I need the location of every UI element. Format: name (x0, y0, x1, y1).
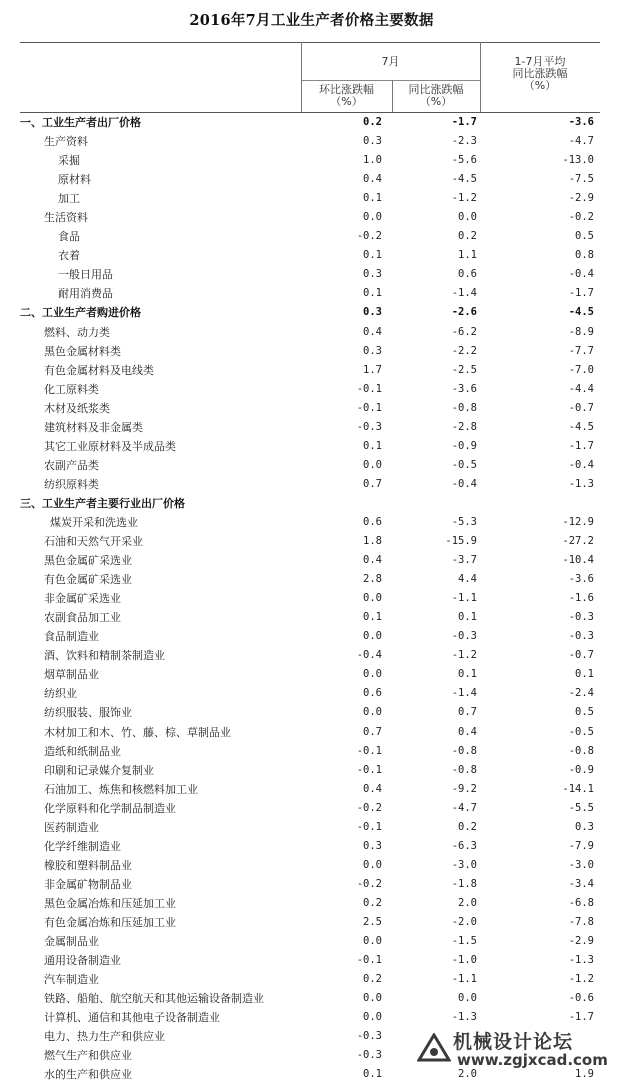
watermark-url: www.zgjxcad.com (457, 1051, 608, 1069)
table-row (20, 723, 600, 742)
mom-value: 0.0 (363, 706, 382, 719)
row-label: 煤炭开采和洗选业 (50, 515, 138, 529)
ytd-value: -2.9 (568, 935, 594, 948)
ytd-value: 0.3 (575, 820, 594, 833)
watermark (417, 1027, 617, 1071)
yoy-value: -15.9 (445, 535, 477, 548)
yoy-value: -1.0 (451, 954, 477, 967)
table-row (20, 170, 600, 189)
mom-value: 0.4 (363, 554, 382, 567)
row-label: 建筑材料及非金属类 (44, 420, 143, 434)
yoy-value: -2.5 (451, 363, 477, 376)
yoy-value: -1.4 (451, 287, 477, 300)
data-table-body (20, 113, 600, 1084)
table-row (20, 742, 600, 761)
yoy-value: -1.4 (451, 687, 477, 700)
table-row (20, 684, 600, 703)
yoy-value: -2.2 (451, 344, 477, 357)
yoy-value: 0.2 (458, 820, 477, 833)
row-label: 化工原料类 (44, 382, 99, 396)
mom-value: 0.3 (363, 306, 382, 319)
row-label: 金属制品业 (44, 935, 99, 949)
row-label: 化学原料和化学制品制造业 (44, 801, 176, 815)
row-label: 纺织业 (44, 687, 77, 701)
header-ytd-unit: （%） (523, 79, 557, 92)
mom-value: 0.3 (363, 268, 382, 281)
table-row (20, 475, 600, 494)
mom-value: 1.7 (363, 363, 382, 376)
row-label: 生产资料 (44, 135, 88, 149)
row-label: 原材料 (58, 173, 91, 187)
header-mom-label: 环比涨跌幅 (319, 83, 374, 96)
row-label: 造纸和纸制品业 (44, 744, 121, 758)
mom-value: 0.4 (363, 325, 382, 338)
yoy-value: -2.0 (451, 915, 477, 928)
table-row (20, 665, 600, 684)
table-row (20, 342, 600, 361)
ytd-value: 0.5 (575, 706, 594, 719)
table-row (20, 113, 600, 132)
yoy-value: -0.8 (451, 763, 477, 776)
ytd-value: -7.9 (568, 839, 594, 852)
row-label: 非金属矿物制品业 (44, 877, 132, 891)
ytd-value: -10.4 (562, 554, 594, 567)
table-row (20, 323, 600, 342)
table-row (20, 913, 600, 932)
ytd-value: 1.9 (575, 1068, 594, 1081)
mom-value: 1.8 (363, 535, 382, 548)
row-label: 木材加工和木、竹、藤、棕、草制品业 (44, 725, 231, 739)
yoy-value: -1.5 (451, 935, 477, 948)
ytd-value: -0.6 (568, 992, 594, 1005)
yoy-value: -1.2 (451, 192, 477, 205)
mom-value: -0.2 (356, 877, 382, 890)
mom-value: 0.0 (363, 935, 382, 948)
table-row (20, 703, 600, 722)
ytd-value: -3.6 (568, 116, 594, 128)
mom-value: 1.0 (363, 154, 382, 167)
watermark-text: 机械设计论坛 (453, 1031, 574, 1053)
row-label: 通用设备制造业 (44, 954, 121, 968)
mom-value: 0.6 (363, 687, 382, 700)
mom-value: 0.1 (363, 192, 382, 205)
mom-value: 0.0 (363, 630, 382, 643)
ytd-value: -1.7 (568, 439, 594, 452)
mom-value: 0.2 (363, 973, 382, 986)
ytd-value: -1.3 (568, 954, 594, 967)
mom-value: -0.4 (356, 649, 382, 662)
yoy-value: -3.7 (451, 554, 477, 567)
ytd-value: -27.2 (562, 535, 594, 548)
header-ytd-line1: 1-7月平均 (514, 55, 566, 68)
yoy-value: 0.1 (458, 611, 477, 624)
ytd-value: -1.3 (568, 477, 594, 490)
mom-value: 0.1 (363, 1068, 382, 1081)
ytd-value: 0.8 (575, 249, 594, 262)
page-title: 2016年7月工业生产者价格主要数据 (189, 12, 434, 29)
yoy-value: 0.7 (458, 706, 477, 719)
ytd-value: -1.6 (568, 592, 594, 605)
mom-value: 0.7 (363, 725, 382, 738)
row-label: 印刷和记录媒介复制业 (44, 763, 154, 777)
yoy-value: -0.4 (451, 477, 477, 490)
row-label: 二、工业生产者购进价格 (20, 306, 141, 320)
yoy-value: -0.3 (451, 630, 477, 643)
table-row (20, 1008, 600, 1027)
ytd-value: -7.5 (568, 173, 594, 186)
ytd-value: -4.7 (568, 135, 594, 148)
ytd-value: -13.0 (562, 154, 594, 167)
mom-value: 0.3 (363, 135, 382, 148)
table-row (20, 780, 600, 799)
ytd-value: -7.7 (568, 344, 594, 357)
ytd-value: 0.5 (575, 230, 594, 243)
yoy-value: -0.8 (451, 744, 477, 757)
ytd-value: -0.4 (568, 268, 594, 281)
row-label: 一、工业生产者出厂价格 (20, 116, 141, 129)
yoy-value: -1.7 (451, 116, 477, 128)
row-label: 燃料、动力类 (44, 325, 110, 339)
ytd-value: -3.6 (568, 573, 594, 586)
ytd-value: -7.8 (568, 915, 594, 928)
row-label: 有色金属材料及电线类 (44, 363, 154, 377)
mom-value: 0.0 (363, 592, 382, 605)
header-ytd-line2: 同比涨跌幅 (512, 67, 568, 80)
row-label: 黑色金属材料类 (44, 344, 121, 358)
table-row (20, 227, 600, 246)
yoy-value: -1.2 (451, 649, 477, 662)
row-label: 农副食品加工业 (44, 611, 121, 625)
ytd-value: -0.2 (568, 211, 594, 224)
ytd-value: -5.5 (568, 801, 594, 814)
mom-value: -0.3 (356, 1030, 382, 1043)
ytd-value: -0.3 (568, 630, 594, 643)
table-row (20, 627, 600, 646)
row-label: 纺织服装、服饰业 (44, 706, 132, 720)
row-label: 衣着 (58, 249, 80, 263)
yoy-value: -2.3 (451, 135, 477, 148)
table-row (20, 494, 600, 513)
table-row (20, 989, 600, 1008)
yoy-value: -0.8 (451, 401, 477, 414)
ytd-value: -7.0 (568, 363, 594, 376)
yoy-value: -1.8 (451, 877, 477, 890)
mom-value: 0.3 (363, 839, 382, 852)
yoy-value: -9.2 (451, 782, 477, 795)
ytd-value: -0.5 (568, 725, 594, 738)
table-row (20, 303, 600, 322)
table-row (20, 132, 600, 151)
ytd-value: -2.9 (568, 192, 594, 205)
mom-value: 0.6 (363, 515, 382, 528)
mom-value: -0.1 (356, 820, 382, 833)
ytd-value: -4.5 (568, 420, 594, 433)
row-label: 纺织原料类 (44, 477, 99, 491)
table-row (20, 418, 600, 437)
ytd-value: -3.0 (568, 858, 594, 871)
mom-value: 0.4 (363, 782, 382, 795)
row-label: 耐用消费品 (58, 287, 113, 301)
ytd-value: -4.4 (568, 382, 594, 395)
row-label: 黑色金属矿采选业 (44, 554, 132, 568)
ytd-value: -0.4 (568, 458, 594, 471)
table-row (20, 208, 600, 227)
mom-value: -0.1 (356, 382, 382, 395)
table-row (20, 875, 600, 894)
mom-value: 0.0 (363, 458, 382, 471)
table-row (20, 380, 600, 399)
mom-value: 0.1 (363, 287, 382, 300)
header-yoy (392, 84, 480, 108)
ytd-value: -8.9 (568, 325, 594, 338)
mom-value: -0.2 (356, 801, 382, 814)
yoy-value: 0.4 (458, 725, 477, 738)
yoy-value: 0.1 (458, 668, 477, 681)
yoy-value: -6.2 (451, 325, 477, 338)
row-label: 燃气生产和供应业 (44, 1049, 132, 1063)
yoy-value: 2.0 (458, 896, 477, 909)
ytd-value: -0.9 (568, 763, 594, 776)
ytd-value: -12.9 (562, 515, 594, 528)
table-row (20, 856, 600, 875)
yoy-value: -5.3 (451, 515, 477, 528)
month-header-divider (301, 80, 480, 81)
yoy-value: -6.3 (451, 839, 477, 852)
table-row (20, 532, 600, 551)
row-label: 黑色金属冶炼和压延加工业 (44, 896, 176, 910)
mom-value: 0.2 (363, 116, 382, 128)
row-label: 加工 (58, 192, 80, 206)
table-top-border (20, 42, 600, 43)
yoy-value: -0.9 (451, 439, 477, 452)
table-row (20, 970, 600, 989)
yoy-value: -1.1 (451, 592, 477, 605)
ytd-value: -0.7 (568, 649, 594, 662)
yoy-value: 0.2 (458, 230, 477, 243)
table-row (20, 399, 600, 418)
yoy-value: -3.6 (451, 382, 477, 395)
header-mom (301, 84, 392, 108)
table-row (20, 284, 600, 303)
table-row (20, 608, 600, 627)
row-label: 一般日用品 (58, 268, 113, 282)
yoy-value: -1.1 (451, 973, 477, 986)
mom-value: -0.1 (356, 954, 382, 967)
table-row (20, 551, 600, 570)
mom-value: 0.0 (363, 1011, 382, 1024)
ytd-value: -3.4 (568, 877, 594, 890)
mom-value: 2.8 (363, 573, 382, 586)
ytd-value: -4.5 (568, 306, 594, 319)
ytd-value: -14.1 (562, 782, 594, 795)
yoy-value: 4.4 (458, 573, 477, 586)
header-yoy-label: 同比涨跌幅 (408, 83, 464, 96)
table-row (20, 799, 600, 818)
mom-value: -0.1 (356, 744, 382, 757)
mom-value: -0.2 (356, 230, 382, 243)
row-label: 其它工业原材料及半成品类 (44, 439, 176, 453)
row-label: 三、工业生产者主要行业出厂价格 (20, 496, 185, 510)
ytd-value: -6.8 (568, 896, 594, 909)
table-row (20, 589, 600, 608)
row-label: 石油加工、炼焦和核燃料加工业 (44, 782, 198, 796)
header-ytd (480, 56, 600, 92)
row-label: 电力、热力生产和供应业 (44, 1030, 165, 1044)
row-label: 木材及纸浆类 (44, 401, 110, 415)
mom-value: 0.1 (363, 249, 382, 262)
yoy-value: -2.8 (451, 420, 477, 433)
ytd-value: -0.3 (568, 611, 594, 624)
mom-value: 0.7 (363, 477, 382, 490)
yoy-value: 1.1 (458, 249, 477, 262)
row-label: 有色金属冶炼和压延加工业 (44, 915, 176, 929)
mom-value: -0.1 (356, 401, 382, 414)
yoy-value: -0.5 (451, 458, 477, 471)
row-label: 水的生产和供应业 (44, 1068, 132, 1082)
table-row (20, 837, 600, 856)
yoy-value: -4.7 (451, 801, 477, 814)
table-row (20, 151, 600, 170)
gear-logo-icon (417, 1033, 451, 1063)
mom-value: 0.2 (363, 896, 382, 909)
yoy-value: 0.6 (458, 268, 477, 281)
row-label: 烟草制品业 (44, 668, 99, 682)
ytd-value: 0.1 (575, 668, 594, 681)
row-label: 橡胶和塑料制品业 (44, 858, 132, 872)
table-row (20, 189, 600, 208)
row-label: 采掘 (58, 154, 80, 168)
ytd-value: -0.7 (568, 401, 594, 414)
table-row (20, 513, 600, 532)
ytd-value: -1.7 (568, 1011, 594, 1024)
table-row (20, 246, 600, 265)
mom-value: -0.3 (356, 1049, 382, 1062)
yoy-value: 0.0 (458, 992, 477, 1005)
yoy-value: -1.3 (451, 1011, 477, 1024)
table-row (20, 761, 600, 780)
yoy-value: -5.6 (451, 154, 477, 167)
table-row (20, 456, 600, 475)
mom-value: 0.1 (363, 439, 382, 452)
table-row (20, 437, 600, 456)
table-row (20, 894, 600, 913)
yoy-value: -3.0 (451, 858, 477, 871)
mom-value: 0.0 (363, 992, 382, 1005)
row-label: 医药制造业 (44, 820, 99, 834)
ytd-value: -1.7 (568, 287, 594, 300)
yoy-value: -4.5 (451, 173, 477, 186)
row-label: 有色金属矿采选业 (44, 573, 132, 587)
table-row (20, 951, 600, 970)
yoy-value: 0.0 (458, 211, 477, 224)
row-label: 计算机、通信和其他电子设备制造业 (44, 1011, 220, 1025)
row-label: 生活资料 (44, 211, 88, 225)
header-mom-unit: （%） (330, 95, 363, 108)
row-label: 汽车制造业 (44, 973, 99, 987)
mom-value: 0.4 (363, 173, 382, 186)
row-label: 食品制造业 (44, 630, 99, 644)
header-month: 7月 (381, 55, 400, 68)
table-row (20, 265, 600, 284)
row-label: 石油和天然气开采业 (44, 535, 143, 549)
mom-value: -0.3 (356, 420, 382, 433)
ytd-value: -1.2 (568, 973, 594, 986)
row-label: 铁路、船舶、航空航天和其他运输设备制造业 (44, 992, 264, 1006)
mom-value: 0.0 (363, 211, 382, 224)
mom-value: 0.1 (363, 611, 382, 624)
mom-value: 0.0 (363, 858, 382, 871)
mom-value: 2.5 (363, 915, 382, 928)
mom-value: 0.0 (363, 668, 382, 681)
yoy-value: 2.0 (458, 1068, 477, 1081)
row-label: 食品 (58, 230, 80, 244)
header-yoy-unit: （%） (419, 95, 453, 108)
table-row (20, 646, 600, 665)
yoy-value: -2.6 (451, 306, 477, 319)
table-row (20, 818, 600, 837)
row-label: 农副产品类 (44, 458, 99, 472)
row-label: 酒、饮料和精制茶制造业 (44, 649, 165, 663)
table-row (20, 570, 600, 589)
table-row (20, 361, 600, 380)
mom-value: 0.3 (363, 344, 382, 357)
ytd-value: -2.4 (568, 687, 594, 700)
table-row (20, 932, 600, 951)
mom-value: -0.1 (356, 763, 382, 776)
row-label: 化学纤维制造业 (44, 839, 121, 853)
row-label: 非金属矿采选业 (44, 592, 121, 606)
ytd-value: -0.8 (568, 744, 594, 757)
